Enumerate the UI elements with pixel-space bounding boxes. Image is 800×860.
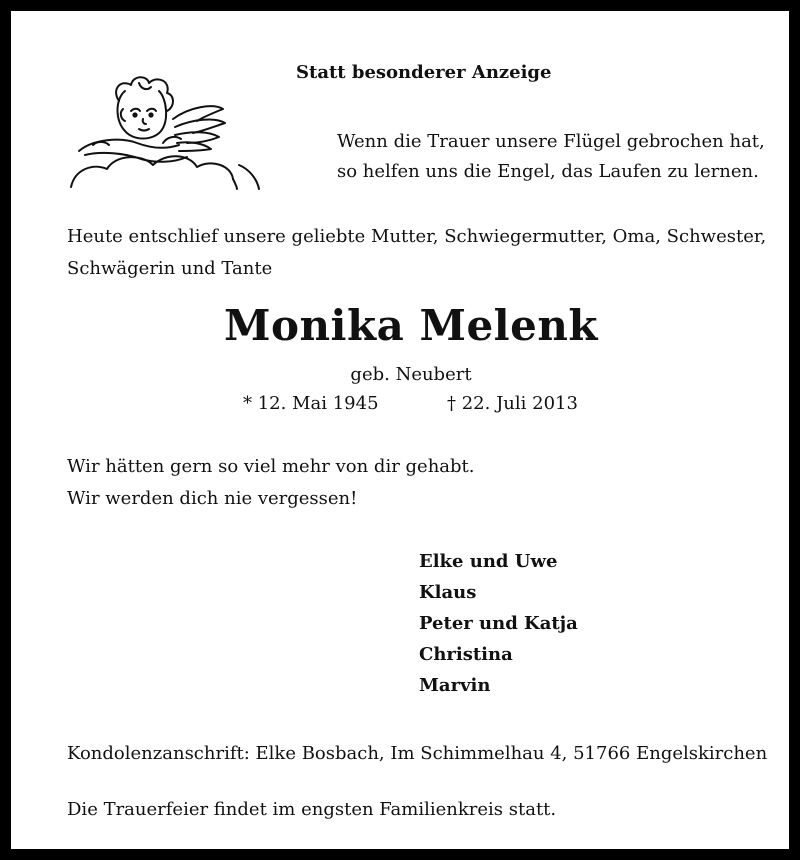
condolence-address: Kondolenzanschrift: Elke Bosbach, Im Schimmelhau 4, 51766 Engelskirchen	[67, 743, 768, 764]
mourner-name: Klaus	[419, 582, 477, 603]
funeral-note: Die Trauerfeier findet im engsten Familienkreis statt.	[67, 799, 557, 820]
message-line: Wir hätten gern so viel mehr von dir gehabt.	[67, 456, 475, 477]
message-line: Wir werden dich nie vergessen!	[67, 488, 358, 509]
farewell-message	[67, 451, 475, 515]
notice-header: Statt besonderer Anzeige	[296, 62, 552, 83]
deceased-name: Monika Melenk	[224, 301, 598, 350]
death-date: † 22. Juli 2013	[447, 393, 578, 414]
mourner-name: Elke und Uwe	[419, 551, 558, 572]
intro-text	[67, 221, 766, 285]
quote	[337, 127, 765, 187]
mourner-name: Marvin	[419, 675, 491, 696]
quote-line: so helfen uns die Engel, das Laufen zu lernen.	[337, 161, 759, 182]
intro-line: Schwägerin und Tante	[67, 258, 273, 279]
mourner-name: Christina	[419, 644, 513, 665]
intro-line: Heute entschlief unsere geliebte Mutter, Schwiegermutter, Oma, Schwester,	[67, 226, 767, 247]
maiden-name: geb. Neubert	[350, 364, 472, 385]
mourner-name: Peter und Katja	[419, 613, 578, 634]
quote-line: Wenn die Trauer unsere Flügel gebrochen hat,	[337, 131, 765, 152]
cherub-angel-icon	[63, 69, 263, 191]
birth-date: * 12. Mai 1945	[243, 393, 379, 414]
mourners-list	[419, 546, 578, 701]
